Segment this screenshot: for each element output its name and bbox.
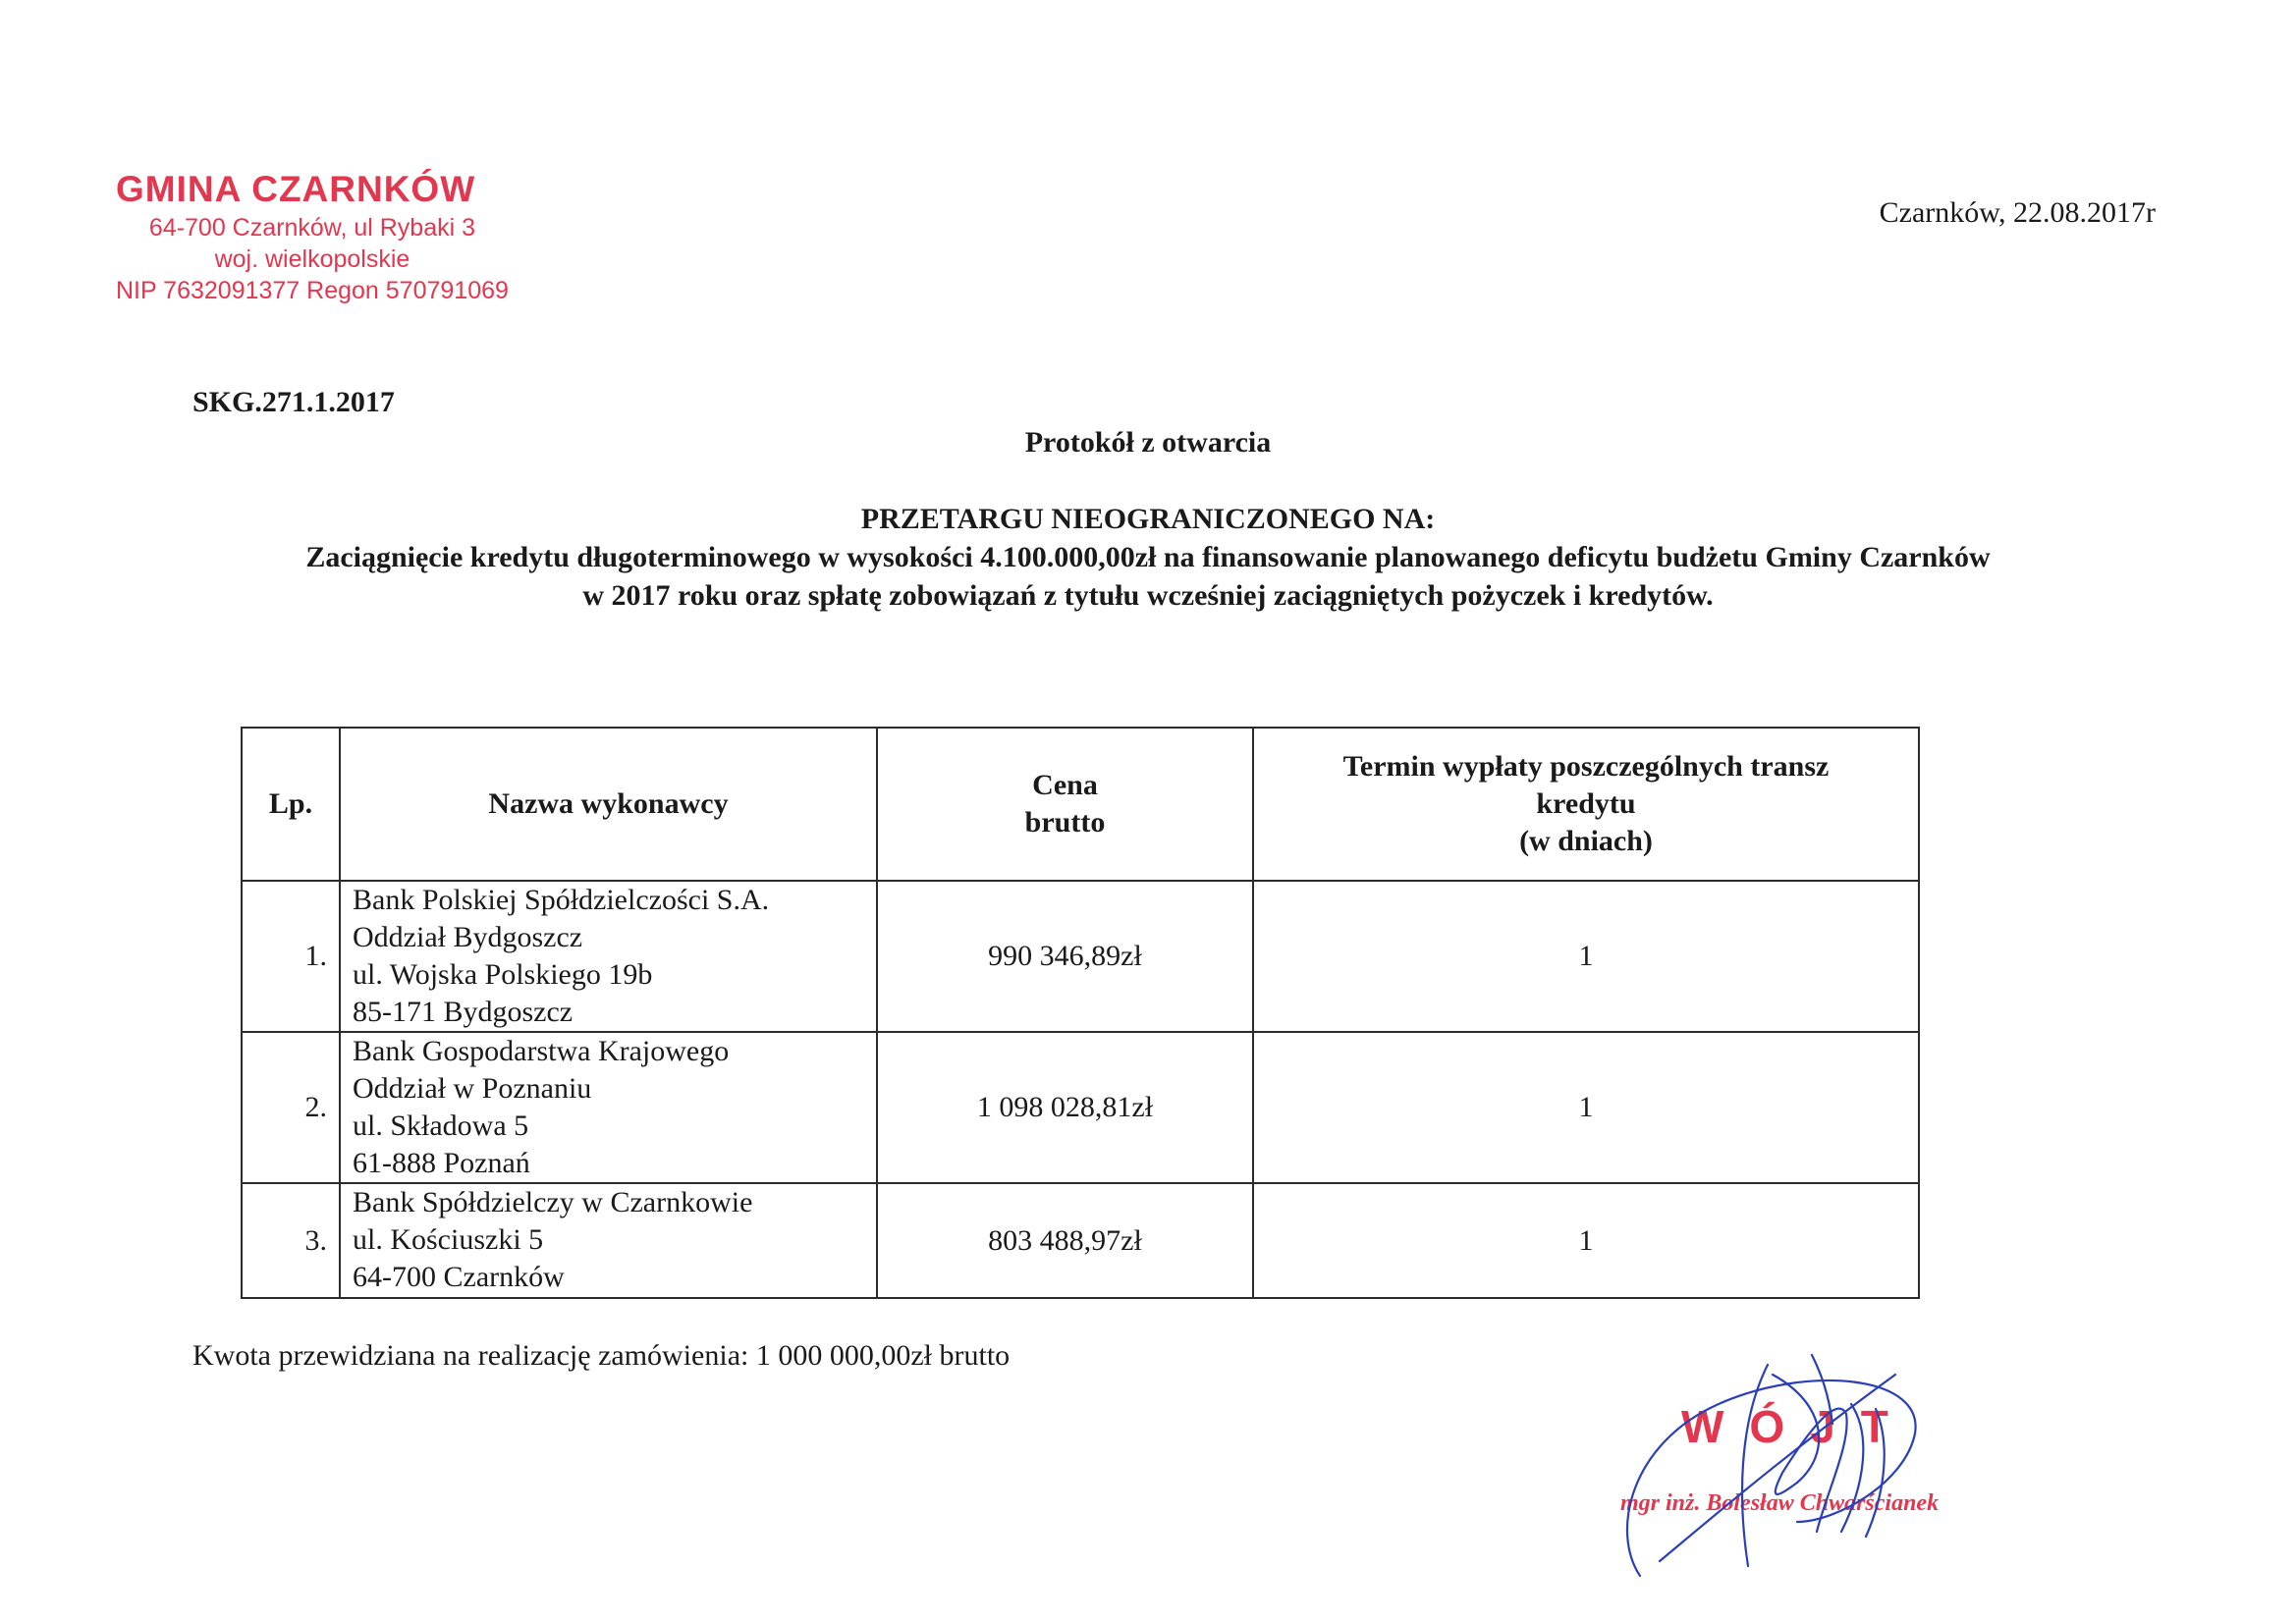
tender-subject-line-1: Zaciągnięcie kredytu długoterminowego w wysokości 4.100.000,00zł na finansowanie planowanego deficytu budżetu Gminy Czarnków xyxy=(305,541,1991,573)
table-row xyxy=(242,1183,1919,1298)
municipality-stamp xyxy=(116,167,509,306)
cell-gross-price: 1 098 028,81zł xyxy=(877,1032,1253,1183)
table-header-row xyxy=(242,728,1919,881)
document-title: Protokół z otwarcia xyxy=(1024,426,1272,459)
cell-gross-price: 803 488,97zł xyxy=(877,1183,1253,1298)
tender-subject-line-2: w 2017 roku oraz spłatę zobowiązań z tytułu wcześniej zaciągniętych pożyczek i kredytów. xyxy=(582,579,1714,612)
stamp-address: 64-700 Czarnków, ul Rybaki 3 xyxy=(148,214,476,242)
cell-payout-term: 1 xyxy=(1253,1032,1919,1183)
cell-lp: 1. xyxy=(242,881,340,1032)
cell-contractor-name: Bank Polskiej Spółdzielczości S.A. Oddział Bydgoszcz ul. Wojska Polskiego 19b 85-171 Bydgoszcz xyxy=(340,881,877,1032)
cell-contractor-name: Bank Gospodarstwa Krajowego Oddział w Poznaniu ul. Składowa 5 61-888 Poznań xyxy=(340,1032,877,1183)
budget-amount-note: Kwota przewidziana na realizację zamówienia: 1 000 000,00zł brutto xyxy=(192,1339,1011,1372)
signature-name-stamp: mgr inż. Bolesław Chwarścianek xyxy=(1620,1490,1940,1516)
header-contractor-name: Nazwa wykonawcy xyxy=(340,728,877,881)
table-row xyxy=(242,881,1919,1032)
cell-gross-price: 990 346,89zł xyxy=(877,881,1253,1032)
place-date: Czarnków, 22.08.2017r xyxy=(1879,196,2156,229)
stamp-region: woj. wielkopolskie xyxy=(214,245,410,273)
handwritten-signature xyxy=(1601,1335,1994,1581)
header-gross-price: Cena brutto xyxy=(877,728,1253,881)
signature-title-stamp: WÓJT xyxy=(1681,1401,1914,1452)
stamp-ids: NIP 7632091377 Regon 570791069 xyxy=(116,277,509,304)
reference-number: SKG.271.1.2017 xyxy=(192,386,395,418)
header-lp: Lp. xyxy=(242,728,340,881)
tender-heading: PRZETARGU NIEOGRANICZONEGO NA: xyxy=(860,503,1436,535)
offers-table xyxy=(241,727,1920,1299)
cell-payout-term: 1 xyxy=(1253,881,1919,1032)
table-row xyxy=(242,1032,1919,1183)
header-payout-term: Termin wypłaty poszczególnych transz kredytu (w dniach) xyxy=(1253,728,1919,881)
cell-payout-term: 1 xyxy=(1253,1183,1919,1298)
cell-lp: 3. xyxy=(242,1183,340,1298)
cell-contractor-name: Bank Spółdzielczy w Czarnkowie ul. Kościuszki 5 64-700 Czarnków xyxy=(340,1183,877,1298)
cell-lp: 2. xyxy=(242,1032,340,1183)
stamp-name: GMINA CZARNKÓW xyxy=(116,169,476,209)
